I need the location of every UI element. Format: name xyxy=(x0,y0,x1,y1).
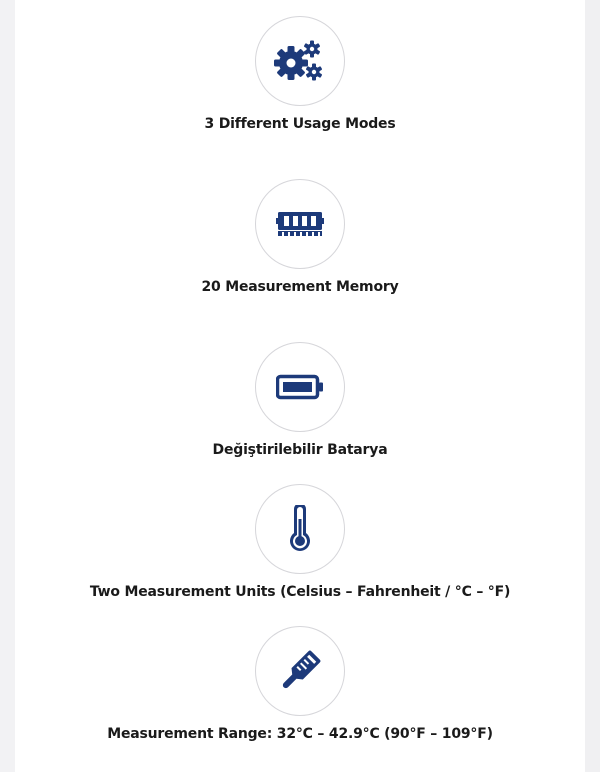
feature-range xyxy=(0,626,600,743)
icon-circle xyxy=(255,16,345,106)
digital-thermometer-icon xyxy=(276,647,324,695)
feature-battery xyxy=(0,342,600,459)
memory-icon xyxy=(276,209,324,239)
icon-circle xyxy=(255,484,345,574)
feature-units xyxy=(0,484,600,601)
gears-icon xyxy=(274,38,326,84)
icon-circle xyxy=(255,342,345,432)
thermometer-icon xyxy=(287,505,313,553)
icon-circle xyxy=(255,626,345,716)
feature-usage-modes xyxy=(0,16,600,133)
icon-circle xyxy=(255,179,345,269)
battery-icon xyxy=(276,374,324,400)
feature-label: 20 Measurement Memory xyxy=(201,279,399,295)
feature-label: Measurement Range: 32°C – 42.9°C (90°F – 109°F) xyxy=(107,726,493,742)
feature-label: Değiştirilebilir Batarya xyxy=(212,442,388,458)
feature-label: Two Measurement Units (Celsius – Fahrenheit / °C – °F) xyxy=(89,584,511,600)
feature-memory xyxy=(0,179,600,296)
feature-label: 3 Different Usage Modes xyxy=(204,116,396,132)
